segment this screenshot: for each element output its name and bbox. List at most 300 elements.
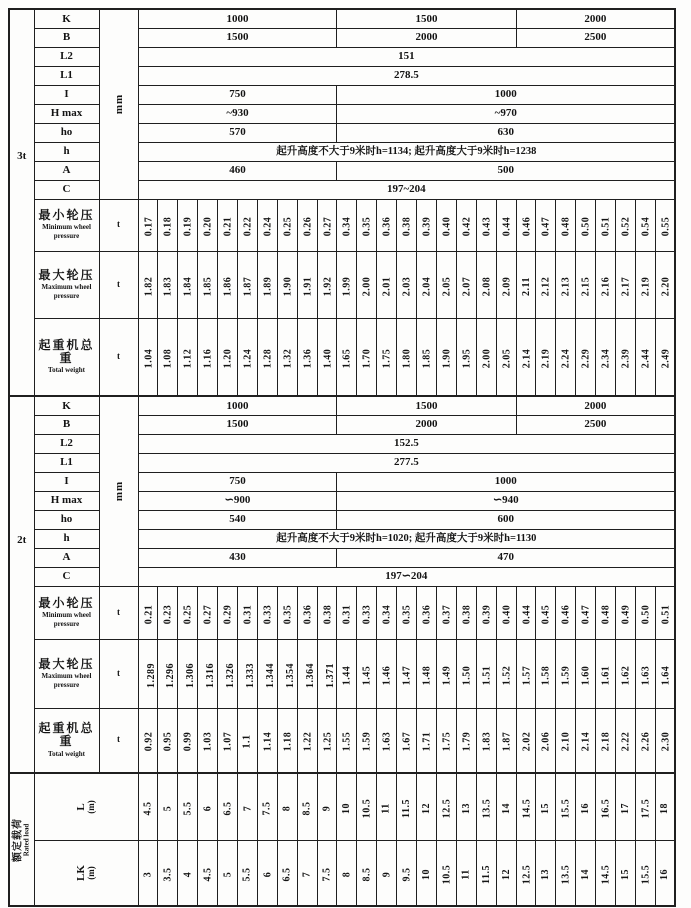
value-cell bbox=[317, 586, 337, 639]
value-cell bbox=[337, 251, 357, 318]
value-text: 2.00 bbox=[480, 348, 492, 369]
value-text: 7.5 bbox=[321, 867, 333, 882]
param-value-cell: 750 bbox=[138, 85, 337, 104]
value-cell bbox=[516, 318, 536, 396]
value-cell bbox=[277, 708, 297, 773]
value-text: 0.39 bbox=[421, 216, 433, 237]
value-text: 6 bbox=[261, 871, 273, 878]
value-cell bbox=[417, 773, 437, 840]
value-cell bbox=[377, 318, 397, 396]
value-cell bbox=[397, 840, 417, 906]
value-cell bbox=[218, 840, 238, 906]
value-cell bbox=[496, 840, 516, 906]
value-cell bbox=[178, 586, 198, 639]
value-cell bbox=[496, 251, 516, 318]
param-name-cell: H max bbox=[34, 104, 99, 123]
value-text: 1.326 bbox=[225, 662, 237, 688]
value-cell bbox=[436, 639, 456, 708]
param-value-cell: ~970 bbox=[337, 104, 675, 123]
value-cell bbox=[257, 586, 277, 639]
value-text: 2.13 bbox=[560, 276, 572, 296]
value-text: 1.95 bbox=[461, 348, 473, 369]
value-cell bbox=[257, 199, 277, 251]
value-cell bbox=[158, 639, 178, 708]
total-weight-label-cell bbox=[34, 708, 99, 773]
row-label-en: Maximum wheel pressure bbox=[41, 282, 92, 300]
param-name-cell: H max bbox=[34, 491, 99, 510]
param-value-cell: 2500 bbox=[516, 415, 675, 434]
value-cell bbox=[277, 773, 297, 840]
value-text: 1.92 bbox=[321, 276, 333, 296]
value-text: 1.87 bbox=[242, 276, 254, 296]
value-text: 2.09 bbox=[500, 276, 512, 296]
span-label-sub: (m) bbox=[86, 800, 97, 814]
param-value-cell: 151 bbox=[138, 47, 675, 66]
value-text: 0.46 bbox=[520, 216, 532, 237]
value-text: 0.40 bbox=[441, 216, 453, 237]
param-value-cell: 570 bbox=[138, 123, 337, 142]
value-cell bbox=[496, 773, 516, 840]
value-text: 5.5 bbox=[241, 867, 253, 882]
value-cell bbox=[436, 773, 456, 840]
value-cell bbox=[257, 708, 277, 773]
value-cell bbox=[337, 840, 357, 906]
row-label-en: Total weight bbox=[48, 749, 85, 758]
value-cell bbox=[158, 586, 178, 639]
value-cell bbox=[138, 199, 158, 251]
value-cell bbox=[456, 586, 476, 639]
value-cell bbox=[556, 199, 576, 251]
value-text: 1.82 bbox=[142, 276, 154, 296]
value-cell bbox=[655, 251, 675, 318]
value-cell bbox=[576, 708, 596, 773]
value-cell bbox=[158, 840, 178, 906]
value-text: 7.5 bbox=[261, 801, 273, 816]
footer-row bbox=[9, 773, 675, 840]
value-text: 0.44 bbox=[520, 604, 532, 624]
value-cell bbox=[596, 773, 616, 840]
value-text: 1.48 bbox=[421, 665, 433, 685]
value-text: 0.34 bbox=[381, 604, 393, 624]
value-text: 1.25 bbox=[321, 732, 333, 752]
value-cell bbox=[257, 840, 277, 906]
param-name-cell: B bbox=[34, 415, 99, 434]
value-text: 13 bbox=[540, 868, 552, 880]
param-name-cell: K bbox=[34, 9, 99, 28]
row-label-zh: 起重机总重 bbox=[38, 337, 95, 365]
value-text: 2.15 bbox=[580, 276, 592, 296]
value-text: 2.00 bbox=[361, 276, 373, 296]
param-name-cell: h bbox=[34, 142, 99, 161]
span-label bbox=[75, 865, 97, 881]
value-text: 2.08 bbox=[480, 276, 492, 296]
value-text: 14.5 bbox=[600, 864, 612, 885]
value-text: 1.59 bbox=[560, 665, 572, 685]
value-cell bbox=[456, 199, 476, 251]
value-text: 0.19 bbox=[182, 216, 194, 237]
param-name-cell: L2 bbox=[34, 434, 99, 453]
value-text: 0.18 bbox=[162, 216, 174, 237]
value-text: 2.12 bbox=[540, 276, 552, 296]
data-row bbox=[9, 199, 675, 251]
value-text: 0.31 bbox=[341, 604, 353, 624]
value-cell bbox=[377, 199, 397, 251]
value-text: 13.5 bbox=[560, 864, 572, 885]
value-text: 2.34 bbox=[600, 348, 612, 369]
value-cell bbox=[436, 708, 456, 773]
value-cell bbox=[377, 708, 397, 773]
value-cell bbox=[357, 639, 377, 708]
value-cell bbox=[297, 251, 317, 318]
row-label-en: Minimum wheel pressure bbox=[42, 223, 91, 241]
row-label-zh: 最大轮压 bbox=[38, 656, 95, 671]
value-cell bbox=[317, 251, 337, 318]
value-text: 1.84 bbox=[182, 276, 194, 296]
value-text: 12.5 bbox=[441, 798, 453, 819]
value-text: 0.35 bbox=[401, 604, 413, 624]
value-cell bbox=[536, 639, 556, 708]
value-text: 1.07 bbox=[222, 732, 234, 752]
value-text: 14.5 bbox=[520, 798, 532, 819]
value-text: 1.90 bbox=[441, 348, 453, 369]
value-text: 1.64 bbox=[660, 665, 672, 685]
param-value-cell: 起升高度不大于9米时h=1134; 起升高度大于9米时h=1238 bbox=[138, 142, 675, 161]
value-cell bbox=[237, 773, 257, 840]
value-cell bbox=[436, 586, 456, 639]
value-cell bbox=[516, 773, 536, 840]
value-cell bbox=[436, 199, 456, 251]
value-text: 1.62 bbox=[620, 665, 632, 685]
value-text: 1.49 bbox=[441, 665, 453, 685]
param-name-cell: A bbox=[34, 548, 99, 567]
footer-row bbox=[9, 840, 675, 906]
row-label-en: Total weight bbox=[48, 366, 85, 375]
value-cell bbox=[556, 773, 576, 840]
value-text: 10.5 bbox=[361, 798, 373, 819]
param-value-cell: 1000 bbox=[138, 9, 337, 28]
param-value-cell: 277.5 bbox=[138, 453, 675, 472]
value-cell bbox=[198, 251, 218, 318]
value-text: 0.43 bbox=[480, 216, 492, 237]
unit-t-cell: t bbox=[99, 639, 138, 708]
value-text: 4.5 bbox=[202, 867, 214, 882]
value-cell bbox=[277, 199, 297, 251]
value-text: 0.99 bbox=[182, 732, 194, 752]
value-cell bbox=[397, 708, 417, 773]
value-cell bbox=[476, 318, 496, 396]
section-label-text: 2t bbox=[17, 533, 27, 546]
value-cell bbox=[635, 199, 655, 251]
value-cell bbox=[317, 708, 337, 773]
value-text: 4.5 bbox=[142, 801, 154, 816]
value-cell bbox=[635, 708, 655, 773]
value-text: 8.5 bbox=[361, 867, 373, 882]
value-text: 16 bbox=[659, 868, 671, 880]
value-cell bbox=[556, 708, 576, 773]
value-text: 6.5 bbox=[281, 867, 293, 882]
value-text: 0.36 bbox=[301, 604, 313, 624]
value-cell bbox=[397, 251, 417, 318]
value-text: 0.35 bbox=[361, 216, 373, 237]
value-text: 1.91 bbox=[301, 276, 313, 296]
value-text: 0.50 bbox=[580, 216, 592, 237]
value-cell bbox=[655, 708, 675, 773]
value-text: 1.354 bbox=[284, 662, 296, 688]
value-text: 1.75 bbox=[381, 348, 393, 369]
value-text: 0.37 bbox=[441, 604, 453, 624]
value-cell bbox=[158, 773, 178, 840]
value-cell bbox=[556, 251, 576, 318]
value-cell bbox=[337, 318, 357, 396]
value-cell bbox=[516, 251, 536, 318]
value-text: 1.20 bbox=[222, 348, 234, 369]
value-cell bbox=[576, 840, 596, 906]
data-row bbox=[9, 586, 675, 639]
value-text: 1.55 bbox=[341, 732, 353, 752]
value-cell bbox=[158, 318, 178, 396]
param-name-cell: L1 bbox=[34, 66, 99, 85]
value-cell bbox=[615, 318, 635, 396]
span-label-main: LK bbox=[75, 864, 88, 881]
value-text: 3 bbox=[142, 871, 154, 878]
param-value-cell: 2000 bbox=[516, 396, 675, 415]
value-cell bbox=[397, 318, 417, 396]
value-text: 1.14 bbox=[262, 732, 274, 752]
row-label-zh: 起重机总重 bbox=[38, 721, 95, 749]
value-text: 2.17 bbox=[620, 276, 632, 296]
value-text: 2.14 bbox=[520, 348, 532, 369]
value-cell bbox=[237, 318, 257, 396]
value-cell bbox=[596, 840, 616, 906]
data-row bbox=[9, 708, 675, 773]
value-cell bbox=[178, 639, 198, 708]
value-cell bbox=[198, 639, 218, 708]
value-text: 2.19 bbox=[640, 276, 652, 296]
value-cell bbox=[277, 251, 297, 318]
value-cell bbox=[476, 199, 496, 251]
value-text: 1.16 bbox=[202, 348, 214, 369]
value-text: 0.46 bbox=[560, 604, 572, 624]
data-row bbox=[9, 639, 675, 708]
value-cell bbox=[257, 773, 277, 840]
value-text: 1.316 bbox=[205, 662, 217, 688]
span-label-cell bbox=[34, 773, 138, 840]
value-cell bbox=[218, 773, 238, 840]
value-cell bbox=[635, 251, 655, 318]
value-cell bbox=[576, 773, 596, 840]
value-text: 2.14 bbox=[580, 732, 592, 752]
value-text: 0.38 bbox=[461, 604, 473, 624]
value-text: 1.51 bbox=[480, 665, 492, 685]
value-cell bbox=[237, 199, 257, 251]
value-text: 0.27 bbox=[321, 216, 333, 237]
value-cell bbox=[337, 586, 357, 639]
value-text: 1.50 bbox=[461, 665, 473, 685]
section-label-3t bbox=[9, 9, 34, 396]
value-cell bbox=[596, 708, 616, 773]
param-value-cell: 1000 bbox=[337, 472, 675, 491]
param-name-cell: A bbox=[34, 161, 99, 180]
param-value-cell: 197∽204 bbox=[138, 567, 675, 586]
param-value-cell: 278.5 bbox=[138, 66, 675, 85]
value-text: 0.21 bbox=[222, 216, 234, 237]
value-cell bbox=[655, 318, 675, 396]
value-text: 2.29 bbox=[580, 348, 592, 369]
value-text: 0.25 bbox=[182, 604, 194, 624]
unit-mm-label: mm bbox=[112, 94, 125, 115]
value-cell bbox=[337, 773, 357, 840]
value-text: 15 bbox=[619, 868, 631, 880]
value-cell bbox=[596, 251, 616, 318]
param-value-cell: 152.5 bbox=[138, 434, 675, 453]
value-text: 2.04 bbox=[421, 276, 433, 296]
param-name-cell: K bbox=[34, 396, 99, 415]
value-text: 0.31 bbox=[242, 604, 254, 624]
value-cell bbox=[158, 708, 178, 773]
value-cell bbox=[596, 586, 616, 639]
value-cell bbox=[635, 639, 655, 708]
value-cell bbox=[218, 251, 238, 318]
section-label-text: 3t bbox=[17, 150, 27, 163]
value-cell bbox=[476, 639, 496, 708]
value-text: 0.95 bbox=[162, 732, 174, 752]
value-text: 0.24 bbox=[262, 216, 274, 237]
value-text: 1.59 bbox=[361, 732, 373, 752]
value-text: 17 bbox=[619, 802, 631, 814]
value-text: 1.24 bbox=[242, 348, 254, 369]
value-cell bbox=[596, 199, 616, 251]
param-value-cell: 1000 bbox=[138, 396, 337, 415]
value-text: 1.87 bbox=[500, 732, 512, 752]
value-cell bbox=[138, 251, 158, 318]
value-text: 12 bbox=[500, 868, 512, 880]
value-text: 0.33 bbox=[361, 604, 373, 624]
param-value-cell: 1500 bbox=[337, 396, 516, 415]
value-text: 1.70 bbox=[361, 348, 373, 369]
value-text: 0.38 bbox=[321, 604, 333, 624]
value-cell bbox=[257, 251, 277, 318]
min-wheel-pressure-label-cell bbox=[34, 199, 99, 251]
value-text: 1.289 bbox=[145, 662, 157, 688]
unit-t-cell: t bbox=[99, 586, 138, 639]
param-name-cell: ho bbox=[34, 510, 99, 529]
unit-t-cell: t bbox=[99, 199, 138, 251]
row-label-zh: 最小轮压 bbox=[38, 595, 95, 610]
value-cell bbox=[357, 251, 377, 318]
value-cell bbox=[198, 318, 218, 396]
value-cell bbox=[516, 586, 536, 639]
value-text: 0.49 bbox=[620, 604, 632, 624]
value-cell bbox=[218, 318, 238, 396]
value-cell bbox=[317, 773, 337, 840]
row-label-zh: 最小轮压 bbox=[38, 208, 95, 223]
value-text: 9 bbox=[321, 805, 333, 812]
value-cell bbox=[277, 318, 297, 396]
value-cell bbox=[158, 199, 178, 251]
value-text: 2.18 bbox=[600, 732, 612, 752]
value-text: 2.06 bbox=[540, 732, 552, 752]
value-text: 1.83 bbox=[480, 732, 492, 752]
param-value-cell: 2000 bbox=[516, 9, 675, 28]
value-text: 0.92 bbox=[142, 732, 154, 752]
value-text: 1.12 bbox=[182, 348, 194, 369]
param-value-cell: ∽940 bbox=[337, 491, 675, 510]
value-text: 9.5 bbox=[401, 867, 413, 882]
param-name-cell: L2 bbox=[34, 47, 99, 66]
value-cell bbox=[496, 586, 516, 639]
value-cell bbox=[417, 639, 437, 708]
param-name-cell: I bbox=[34, 472, 99, 491]
value-cell bbox=[257, 318, 277, 396]
total-weight-label-cell bbox=[34, 318, 99, 396]
value-text: 2.49 bbox=[660, 348, 672, 369]
value-text: 1.71 bbox=[421, 732, 433, 752]
value-text: 1.63 bbox=[381, 732, 393, 752]
row-label-zh: 最大轮压 bbox=[38, 267, 95, 282]
value-text: 0.51 bbox=[600, 216, 612, 237]
value-cell bbox=[576, 318, 596, 396]
value-cell bbox=[536, 318, 556, 396]
value-text: 1.364 bbox=[304, 662, 316, 688]
value-cell bbox=[635, 318, 655, 396]
value-text: 1.1 bbox=[241, 734, 253, 749]
value-cell bbox=[635, 773, 655, 840]
value-text: 2.07 bbox=[461, 276, 473, 296]
param-name-cell: I bbox=[34, 85, 99, 104]
value-text: 0.33 bbox=[262, 604, 274, 624]
value-cell bbox=[576, 251, 596, 318]
value-text: 18 bbox=[659, 802, 671, 814]
value-cell bbox=[138, 708, 158, 773]
param-value-cell: ~930 bbox=[138, 104, 337, 123]
value-text: 1.03 bbox=[202, 732, 214, 752]
value-cell bbox=[397, 773, 417, 840]
value-text: 1.63 bbox=[640, 665, 652, 685]
value-cell bbox=[138, 586, 158, 639]
value-text: 8.5 bbox=[301, 801, 313, 816]
value-text: 0.34 bbox=[341, 216, 353, 237]
value-text: 1.67 bbox=[401, 732, 413, 752]
value-cell bbox=[456, 639, 476, 708]
unit-mm-cell bbox=[99, 9, 138, 199]
value-cell bbox=[297, 840, 317, 906]
value-text: 1.90 bbox=[281, 276, 293, 296]
unit-mm-label: mm bbox=[112, 481, 125, 502]
param-row bbox=[9, 396, 675, 415]
value-text: 2.30 bbox=[660, 732, 672, 752]
param-value-cell: 470 bbox=[337, 548, 675, 567]
value-cell bbox=[377, 586, 397, 639]
param-value-cell: 197~204 bbox=[138, 180, 675, 199]
value-text: 1.32 bbox=[281, 348, 293, 369]
value-text: 0.36 bbox=[421, 604, 433, 624]
param-value-cell: 540 bbox=[138, 510, 337, 529]
value-cell bbox=[178, 199, 198, 251]
value-text: 0.47 bbox=[540, 216, 552, 237]
value-cell bbox=[516, 639, 536, 708]
param-value-cell: 750 bbox=[138, 472, 337, 491]
value-text: 13 bbox=[460, 802, 472, 814]
value-text: 12 bbox=[420, 802, 432, 814]
value-cell bbox=[417, 840, 437, 906]
value-cell bbox=[655, 199, 675, 251]
value-text: 1.44 bbox=[341, 665, 353, 685]
value-cell bbox=[615, 840, 635, 906]
value-text: 0.17 bbox=[142, 216, 154, 237]
value-cell bbox=[615, 773, 635, 840]
value-cell bbox=[456, 251, 476, 318]
value-cell bbox=[198, 708, 218, 773]
